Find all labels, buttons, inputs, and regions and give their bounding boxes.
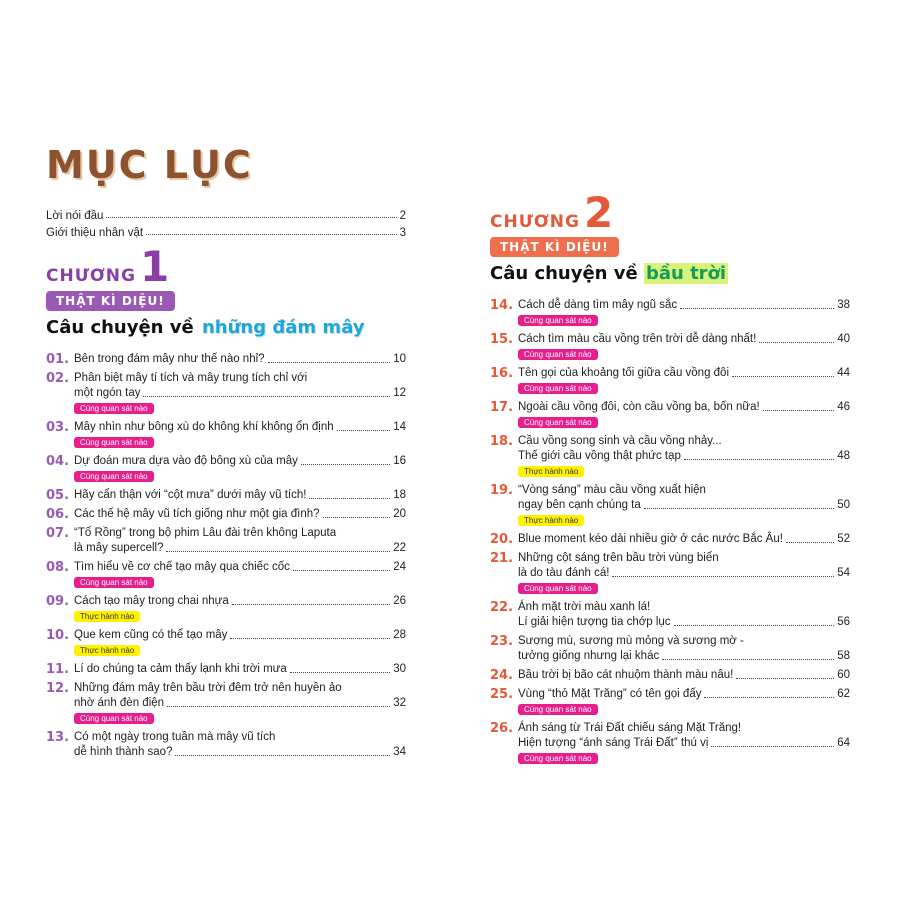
observe-tag: Cùng quan sát nào — [74, 403, 154, 414]
dot-leader — [736, 678, 834, 679]
toc-entry[interactable] — [46, 371, 406, 416]
entry-text-line: Thế giới cầu vồng thật phức tạp — [518, 449, 681, 462]
entry-text-line: Ánh mặt trời màu xanh lá! — [518, 600, 651, 613]
dot-leader — [680, 308, 834, 309]
entry-text-line: Cách tạo mây trong chai nhựa — [74, 594, 229, 607]
entry-text-line: Cách dễ dàng tìm mây ngũ sắc — [518, 298, 678, 311]
dot-leader — [290, 672, 390, 673]
page-number: 12 — [393, 386, 406, 399]
page-number: 32 — [393, 696, 406, 709]
toc-entry[interactable] — [490, 332, 850, 362]
page-number: 56 — [837, 615, 850, 628]
entry-text-line: Tên gọi của khoảng tối giữa cầu vồng đôi — [518, 366, 730, 379]
entry-text-line: Các thế hệ mây vũ tích giống như một gia đình? — [74, 507, 320, 520]
toc-entry[interactable] — [490, 600, 850, 630]
entry-body — [74, 526, 406, 556]
entry-body — [518, 366, 850, 396]
entry-number: 15. — [490, 331, 514, 347]
entry-number: 08. — [46, 559, 70, 575]
entry-text-line: Ngoài cầu vồng đôi, còn cầu vồng ba, bốn nữa! — [518, 400, 760, 413]
observe-tag: Cùng quan sát nào — [74, 471, 154, 482]
toc-entry[interactable] — [46, 488, 406, 503]
page-number: 46 — [837, 400, 850, 413]
observe-tag: Cùng quan sát nào — [518, 583, 598, 594]
toc-entry[interactable] — [46, 507, 406, 522]
dot-leader — [786, 542, 834, 543]
toc-entry[interactable] — [46, 352, 406, 367]
entry-body — [518, 687, 850, 717]
entry-body — [518, 298, 850, 328]
toc-entry[interactable] — [490, 366, 850, 396]
chapter-title-highlight: những đám mây — [201, 316, 365, 338]
observe-tag: Cùng quan sát nào — [74, 577, 154, 588]
chapter-1-heading — [46, 242, 406, 338]
entry-text-line: Sương mù, sương mù mỏng và sương mờ - — [518, 634, 744, 647]
observe-tag: Cùng quan sát nào — [74, 713, 154, 724]
entry-body — [74, 662, 406, 677]
entry-number: 13. — [46, 729, 70, 745]
entry-body — [518, 721, 850, 766]
entry-body — [74, 454, 406, 484]
observe-tag: Cùng quan sát nào — [518, 349, 598, 360]
toc-entry[interactable] — [46, 560, 406, 590]
intro-entry-characters[interactable] — [46, 222, 406, 239]
entry-text-line: một ngón tay — [74, 386, 141, 399]
page-number: 50 — [837, 498, 850, 511]
toc-entry[interactable] — [490, 532, 850, 547]
dot-leader — [166, 551, 390, 552]
dot-leader — [711, 746, 834, 747]
dot-leader — [146, 234, 397, 235]
page-number: 18 — [393, 488, 406, 501]
entry-number: 19. — [490, 482, 514, 498]
page-number: 44 — [837, 366, 850, 379]
dot-leader — [167, 706, 390, 707]
entry-number: 17. — [490, 399, 514, 415]
entry-text-line: Lí do chúng ta cảm thấy lạnh khi trời mưa — [74, 662, 287, 675]
page-number: 28 — [393, 628, 406, 641]
page-number: 40 — [837, 332, 850, 345]
entry-text-line: Ánh sáng từ Trái Đất chiếu sáng Mặt Trăng! — [518, 721, 742, 734]
dot-leader — [704, 697, 834, 698]
entry-body — [518, 483, 850, 528]
chapter-number: 2 — [583, 188, 614, 237]
chapter-number: 1 — [139, 242, 170, 291]
chapter-label: CHƯƠNG — [46, 265, 136, 286]
toc-entry[interactable] — [46, 730, 406, 760]
entry-text-line: Blue moment kéo dài nhiều giờ ở các nước Bắc Âu! — [518, 532, 783, 545]
entry-body — [518, 634, 850, 664]
entry-text-line: Có một ngày trong tuần mà mây vũ tích — [74, 730, 276, 743]
practice-tag: Thực hành nào — [518, 515, 584, 526]
entry-body — [518, 332, 850, 362]
entry-body — [518, 434, 850, 479]
page-number: 14 — [393, 420, 406, 433]
page-number: 54 — [837, 566, 850, 579]
toc-entry[interactable] — [46, 628, 406, 658]
entry-text-line: Cầu vồng song sinh và cầu vồng nhảy... — [518, 434, 722, 447]
toc-entry[interactable] — [46, 526, 406, 556]
page-number: 3 — [399, 227, 406, 239]
entry-number: 06. — [46, 506, 70, 522]
entry-number: 24. — [490, 667, 514, 683]
toc-entry[interactable] — [490, 298, 850, 328]
entry-text-line: Hãy cẩn thận với “cột mưa” dưới mây vũ tích! — [74, 488, 307, 501]
entry-text-line: ngay bên cạnh chúng ta — [518, 498, 641, 511]
entry-number: 09. — [46, 593, 70, 609]
toc-entry[interactable] — [46, 681, 406, 726]
entry-text-line: Những cột sáng trên bầu trời vùng biển — [518, 551, 719, 564]
dot-leader — [143, 396, 390, 397]
page-number: 2 — [399, 210, 406, 222]
page-number: 30 — [393, 662, 406, 675]
dot-leader — [230, 638, 390, 639]
entry-text-line: Lí giải hiện tượng tia chớp lục — [518, 615, 671, 628]
entry-number: 11. — [46, 661, 70, 677]
entry-text-line: dễ hình thành sao? — [74, 745, 173, 758]
intro-entry-preface[interactable] — [46, 205, 406, 222]
entry-text-line: Phân biệt mây tí tích và mây trung tích chỉ với — [74, 371, 308, 384]
practice-tag: Thực hành nào — [74, 645, 140, 656]
dot-leader — [674, 625, 835, 626]
toc-column-chapter-1 — [46, 205, 406, 764]
entry-body — [518, 551, 850, 596]
entry-text-line: là mây supercell? — [74, 541, 164, 554]
entry-text-line: “Tổ Rồng” trong bộ phim Lâu đài trên không Laputa — [74, 526, 337, 539]
page-number: 22 — [393, 541, 406, 554]
page-number: 64 — [837, 736, 850, 749]
toc-entry[interactable] — [490, 668, 850, 683]
observe-tag: Cùng quan sát nào — [74, 437, 154, 448]
observe-tag: Cùng quan sát nào — [518, 417, 598, 428]
page-number: 62 — [837, 687, 850, 700]
page-number: 58 — [837, 649, 850, 662]
page-number: 20 — [393, 507, 406, 520]
entry-number: 14. — [490, 297, 514, 313]
dot-leader — [293, 570, 390, 571]
entry-body — [74, 681, 406, 726]
entry-body — [74, 420, 406, 450]
entry-body — [74, 628, 406, 658]
entry-body — [74, 594, 406, 624]
entry-body — [74, 371, 406, 416]
entry-number: 26. — [490, 720, 514, 736]
entry-body — [74, 488, 406, 503]
page-number: 52 — [837, 532, 850, 545]
entry-number: 22. — [490, 599, 514, 615]
entry-text-line: Bầu trời bị bão cát nhuộm thành màu nâu! — [518, 668, 734, 681]
toc-column-chapter-2 — [490, 188, 850, 770]
toc-entry[interactable] — [46, 594, 406, 624]
dot-leader — [175, 755, 390, 756]
toc-entry[interactable] — [46, 420, 406, 450]
entry-body — [74, 560, 406, 590]
page-number: 60 — [837, 668, 850, 681]
chapter-2-heading — [490, 188, 850, 284]
page-number: 16 — [393, 454, 406, 467]
entry-number: 21. — [490, 550, 514, 566]
entry-body — [518, 600, 850, 630]
entry-text-line: Mây nhìn như bông xù do không khí không ổn định — [74, 420, 334, 433]
entry-text: Lời nói đầu — [46, 210, 104, 222]
page-number: 26 — [393, 594, 406, 607]
entry-number: 12. — [46, 680, 70, 696]
toc-entry[interactable] — [490, 551, 850, 596]
observe-tag: Cùng quan sát nào — [518, 704, 598, 715]
entry-text-line: “Vòng sáng” màu cầu vồng xuất hiện — [518, 483, 706, 496]
entry-number: 18. — [490, 433, 514, 449]
chapter-title: Câu chuyện về những đám mây — [46, 316, 365, 338]
entry-text-line: Tìm hiểu về cơ chế tạo mây qua chiếc cốc — [74, 560, 290, 573]
toc-entry[interactable] — [490, 634, 850, 664]
entry-number: 25. — [490, 686, 514, 702]
entry-number: 04. — [46, 453, 70, 469]
dot-leader — [759, 342, 834, 343]
entry-text-line: nhờ ánh đèn điện — [74, 696, 165, 709]
toc-entry[interactable] — [490, 483, 850, 528]
entry-text-line: Những đám mây trên bầu trời đêm trở nên huyền ảo — [74, 681, 342, 694]
dot-leader — [301, 464, 390, 465]
dot-leader — [232, 604, 390, 605]
entry-text-line: Dự đoán mưa dựa vào độ bông xù của mây — [74, 454, 298, 467]
observe-tag: Cùng quan sát nào — [518, 383, 598, 394]
entry-number: 05. — [46, 487, 70, 503]
page-title: MỤC LỤC — [46, 143, 253, 187]
page-number: 38 — [837, 298, 850, 311]
entry-text-line: Bên trong đám mây như thế nào nhỉ? — [74, 352, 265, 365]
entry-body — [518, 668, 850, 683]
toc-entry[interactable] — [490, 400, 850, 430]
chapter-title: Câu chuyện về bầu trời — [490, 262, 727, 284]
chapter-label: CHƯƠNG — [490, 211, 580, 232]
chapter-1-list — [46, 352, 406, 760]
dot-leader — [323, 517, 391, 518]
practice-tag: Thực hành nào — [74, 611, 140, 622]
page-number: 10 — [393, 352, 406, 365]
entry-number: 07. — [46, 525, 70, 541]
page-number: 48 — [837, 449, 850, 462]
entry-text-line: Cách tìm màu cầu vồng trên trời dễ dàng nhất! — [518, 332, 757, 345]
entry-number: 10. — [46, 627, 70, 643]
entry-text-line: Vùng “thỏ Mặt Trăng” có tên gọi đấy — [518, 687, 702, 700]
entry-body — [74, 352, 406, 367]
entry-body — [74, 507, 406, 522]
toc-entry[interactable] — [490, 721, 850, 766]
entry-number: 16. — [490, 365, 514, 381]
dot-leader — [644, 508, 834, 509]
page-number: 34 — [393, 745, 406, 758]
entry-number: 20. — [490, 531, 514, 547]
chapter-badge: THẬT KÌ DIỆU! — [46, 291, 175, 311]
entry-text-line: tưởng giống nhưng lại khác — [518, 649, 660, 662]
dot-leader — [612, 576, 834, 577]
chapter-title-highlight: bầu trời — [645, 262, 727, 284]
toc-entry[interactable] — [46, 662, 406, 677]
entry-number: 23. — [490, 633, 514, 649]
toc-entry[interactable] — [490, 687, 850, 717]
entry-body — [518, 400, 850, 430]
dot-leader — [662, 659, 834, 660]
entry-body — [74, 730, 406, 760]
entry-number: 01. — [46, 351, 70, 367]
entry-text-line: là do tàu đánh cá! — [518, 566, 610, 579]
dot-leader — [337, 430, 391, 431]
observe-tag: Cùng quan sát nào — [518, 315, 598, 326]
dot-leader — [763, 410, 835, 411]
practice-tag: Thực hành nào — [518, 466, 584, 477]
dot-leader — [684, 459, 834, 460]
toc-entry[interactable] — [46, 454, 406, 484]
chapter-badge: THẬT KÌ DIỆU! — [490, 237, 619, 257]
dot-leader — [106, 217, 396, 218]
entry-body — [518, 532, 850, 547]
entry-text-line: Que kem cũng có thể tạo mây — [74, 628, 228, 641]
entry-number: 02. — [46, 370, 70, 386]
entry-text-line: Hiện tượng “ánh sáng Trái Đất” thú vị — [518, 736, 709, 749]
dot-leader — [309, 498, 390, 499]
dot-leader — [268, 362, 391, 363]
entry-text: Giới thiệu nhân vật — [46, 227, 144, 239]
observe-tag: Cùng quan sát nào — [518, 753, 598, 764]
chapter-2-list — [490, 298, 850, 766]
entry-number: 03. — [46, 419, 70, 435]
toc-entry[interactable] — [490, 434, 850, 479]
dot-leader — [732, 376, 834, 377]
page-number: 24 — [393, 560, 406, 573]
